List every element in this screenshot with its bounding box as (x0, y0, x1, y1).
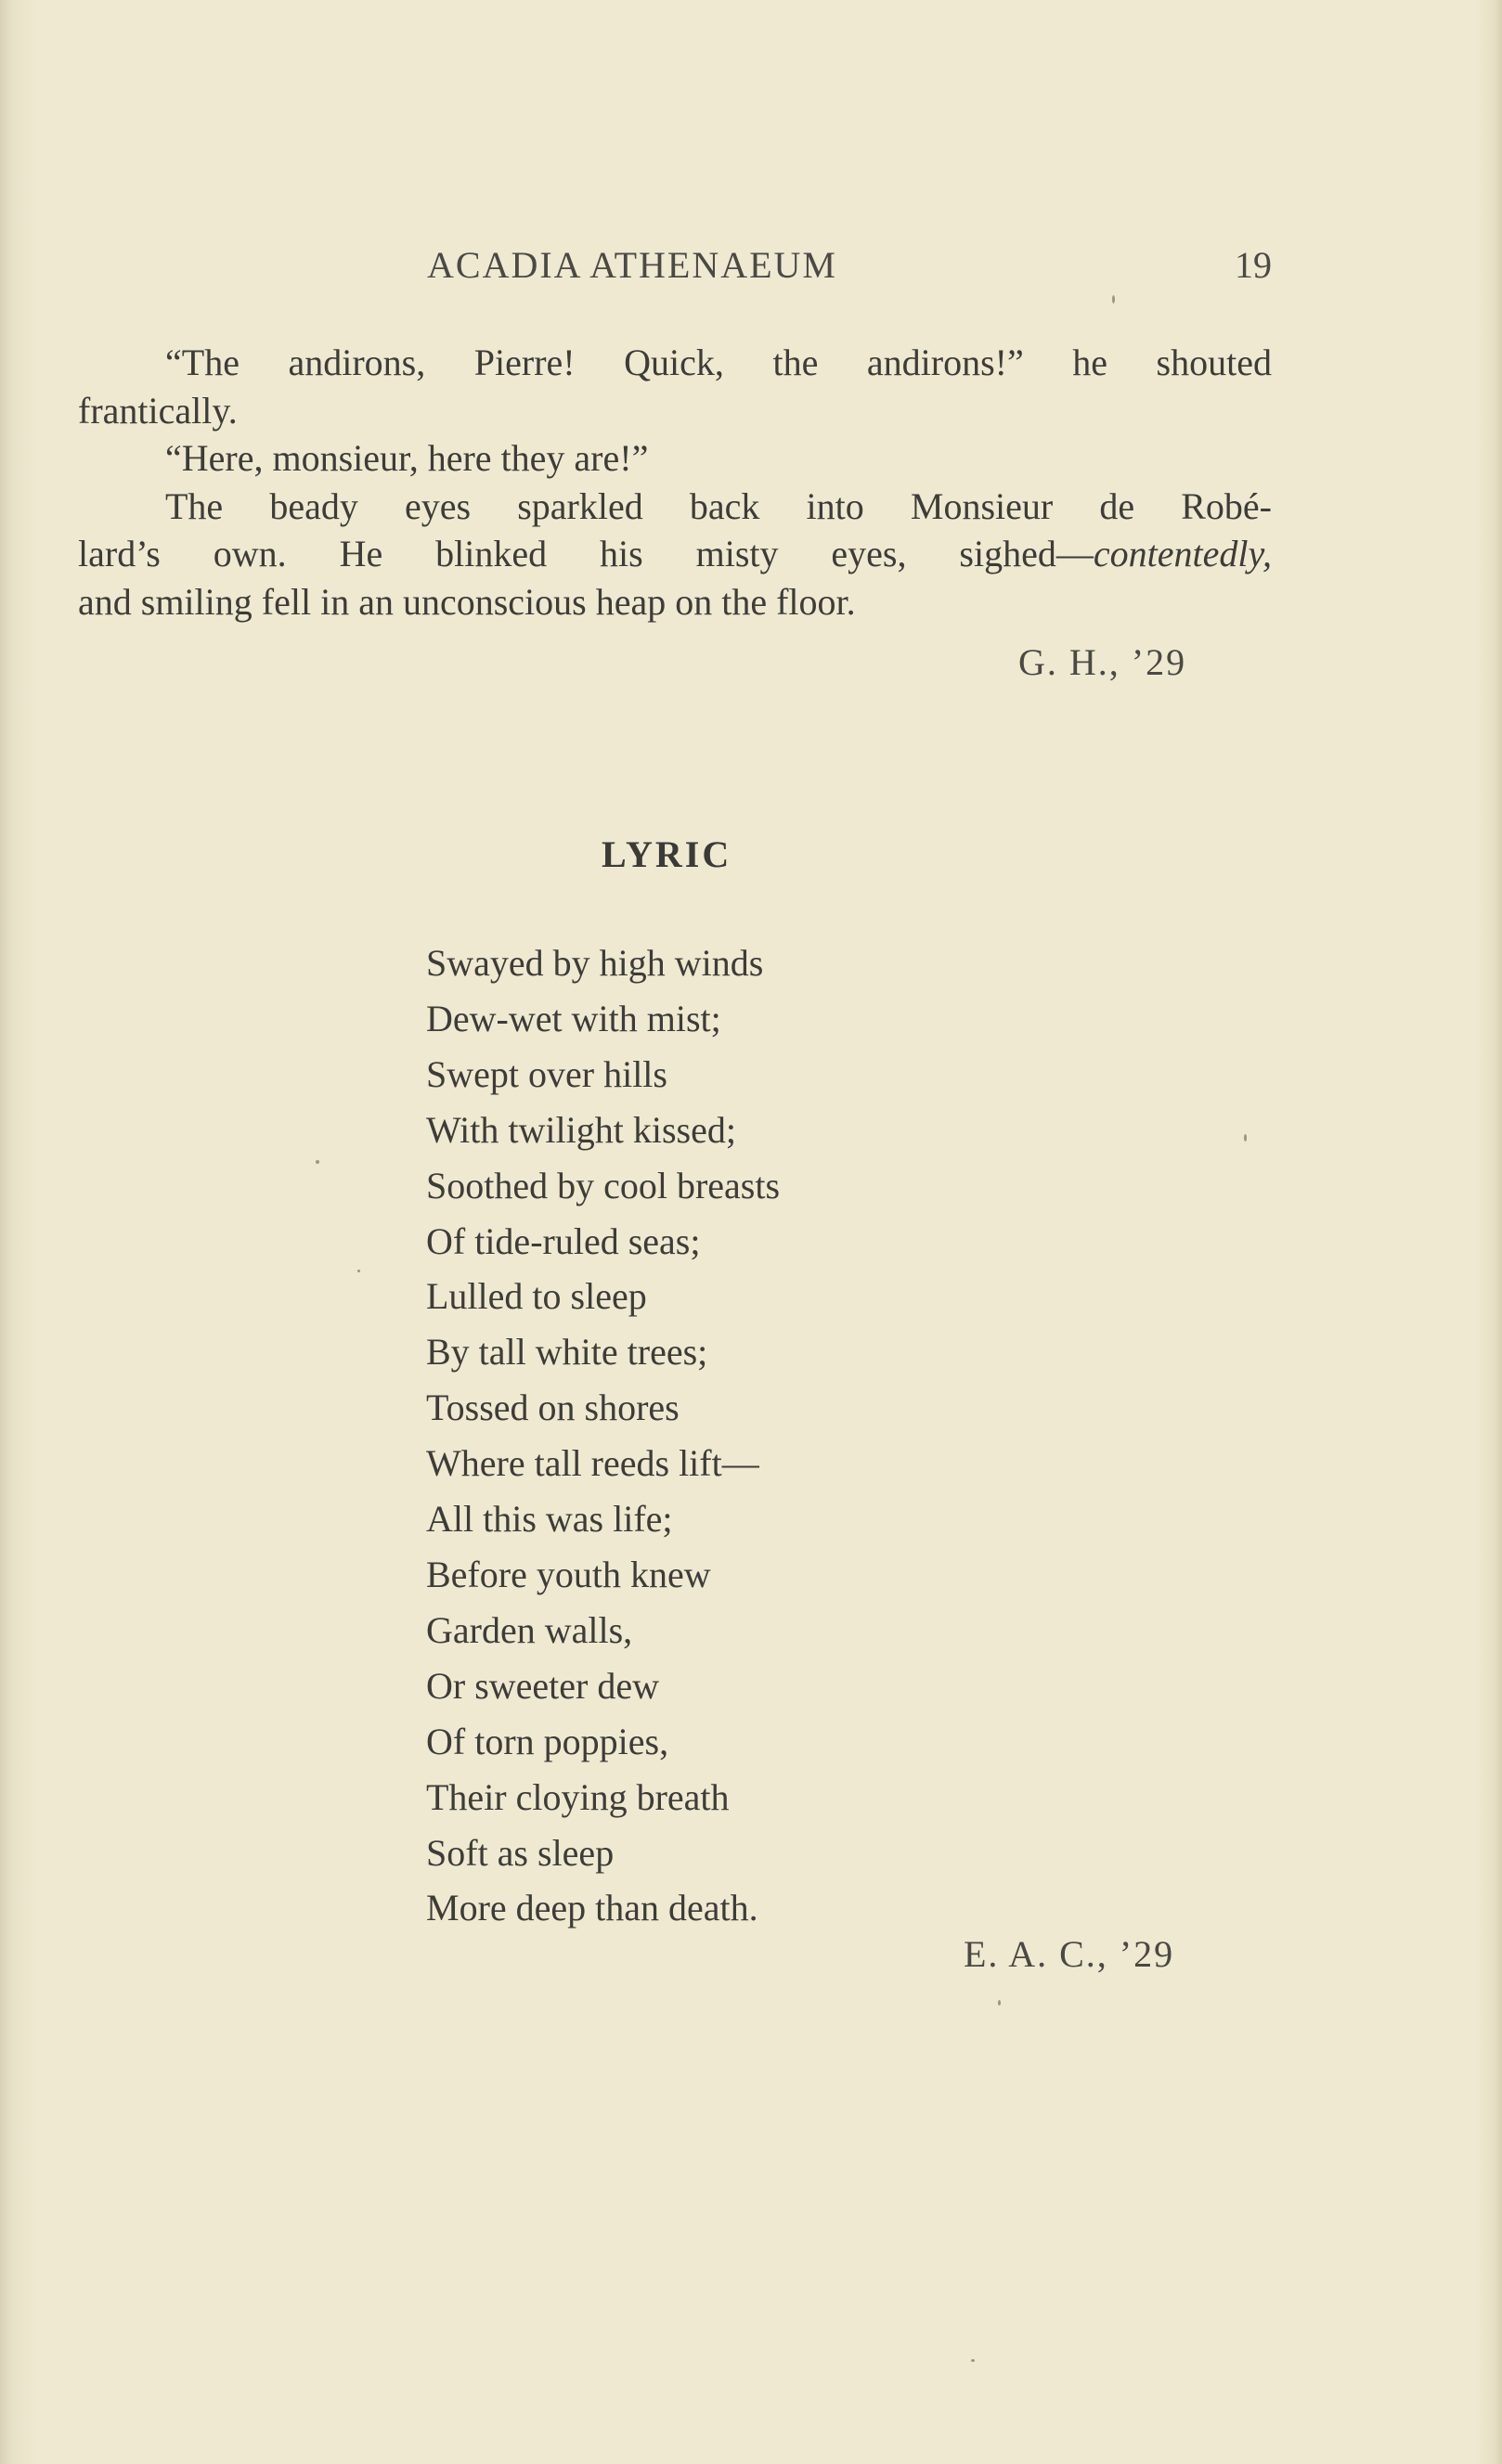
paper-speck (357, 1270, 360, 1272)
poem-line: Where tall reeds lift— (426, 1442, 759, 1485)
poem-line: Garden walls, (426, 1608, 633, 1651)
poem-line: Lulled to sleep (426, 1275, 647, 1318)
poem-line: All this was life; (426, 1498, 673, 1541)
poem-line: Tossed on shores (426, 1387, 680, 1429)
story-paragraph-2: “Here, monsieur, here they are!” (165, 437, 649, 479)
paper-speck (316, 1160, 319, 1164)
poem-line: Soothed by cool breasts (426, 1164, 781, 1206)
poem-line: By tall white trees; (426, 1331, 708, 1374)
running-head: ACADIA ATHENAEUM (427, 244, 837, 286)
italic-word: contentedly, (1093, 533, 1272, 574)
paper-speck (971, 2359, 975, 2362)
poem-line: More deep than death. (426, 1887, 758, 1929)
paper-speck (1112, 295, 1115, 303)
story-paragraph-3-line-1: The beady eyes sparkled back into Monsieur de Robé- (165, 484, 1272, 527)
poem-line: Dew-wet with mist; (426, 997, 721, 1039)
poem-line: Of tide-ruled seas; (426, 1219, 701, 1262)
story-paragraph-3-line-2-text: lard’s own. He blinked his misty eyes, sighed— (78, 533, 1094, 574)
paper-speck (998, 2000, 1001, 2006)
story-paragraph-1-line-2: frantically. (78, 389, 238, 432)
poem-line: Soft as sleep (426, 1831, 615, 1874)
poem-stanza (426, 935, 780, 1936)
poem-line: Before youth knew (426, 1553, 711, 1595)
paper-speck (1244, 1134, 1247, 1142)
story-paragraph-3-line-3: and smiling fell in an unconscious heap on the floor. (78, 580, 856, 623)
story-signature: G. H., ’29 (1018, 641, 1187, 683)
story-text (78, 339, 1272, 626)
poem-line: With twilight kissed; (426, 1108, 736, 1151)
story-paragraph-3-line-2 (78, 530, 1272, 578)
poem-line: Swept over hills (426, 1052, 667, 1095)
page-number: 19 (1235, 244, 1272, 286)
poem-line: Swayed by high winds (426, 942, 764, 984)
poem-line: Of torn poppies, (426, 1720, 669, 1762)
poem-signature: E. A. C., ’29 (964, 1933, 1175, 1975)
poem-title: LYRIC (602, 833, 732, 875)
poem-line: Their cloying breath (426, 1775, 730, 1818)
story-paragraph-1-line-1: “The andirons, Pierre! Quick, the andirons!” he shouted (165, 342, 1272, 383)
poem-line: Or sweeter dew (426, 1664, 659, 1707)
